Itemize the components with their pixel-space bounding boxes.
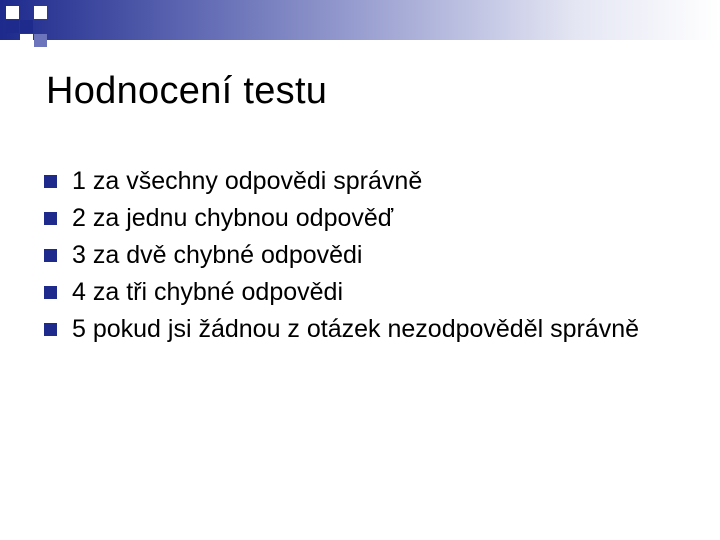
list-item-text: 3 za dvě chybné odpovědi — [72, 241, 363, 269]
square-bullet-icon — [44, 175, 57, 188]
header-square-pattern — [0, 0, 720, 48]
list-item — [44, 163, 694, 200]
list-item — [44, 274, 694, 311]
square-bullet-icon — [44, 286, 57, 299]
list-item-text: 4 za tři chybné odpovědi — [72, 278, 344, 306]
list-item-text: 5 pokud jsi žádnou z otázek nezodpověděl správně — [72, 315, 640, 343]
list-item — [44, 200, 694, 237]
square-bullet-icon — [44, 249, 57, 262]
slide-title: Hodnocení testu — [46, 70, 328, 112]
list-item-text: 1 za všechny odpovědi správně — [72, 167, 423, 195]
square-bullet-icon — [44, 323, 57, 336]
list-item — [44, 237, 694, 274]
bullet-list — [44, 163, 694, 348]
list-item-text: 2 za jednu chybnou odpověď — [72, 204, 394, 232]
list-item — [44, 311, 694, 348]
square-bullet-icon — [44, 212, 57, 225]
